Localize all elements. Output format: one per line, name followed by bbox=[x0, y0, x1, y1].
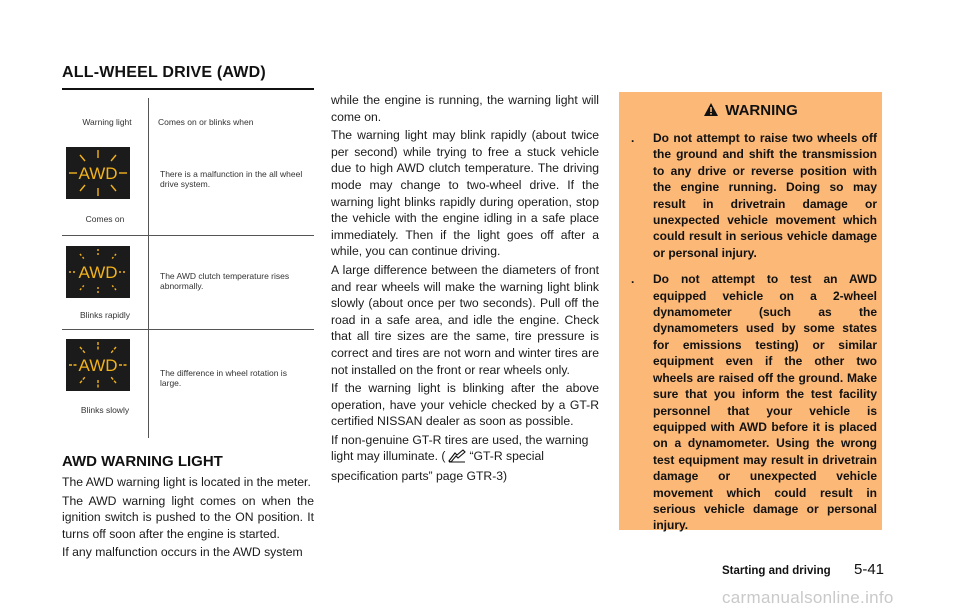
section-title: ALL-WHEEL DRIVE (AWD) bbox=[62, 64, 266, 81]
reference-text-before: If non-genuine GT-R tires are used, the warning light may illuminate. ( bbox=[331, 432, 589, 464]
paragraph: The warning light may blink rapidly (about twice per second) while trying to free a stuck vehicle due to high AWD clutch temperature. The driving mode may change to two-wheel drive. If the warning light blinks rapidly during operation, stop the vehicle with the engine idling in a safe place immediately. Then if the light goes off after a while, you can continue driving. bbox=[331, 128, 599, 259]
warning-title: WARNING bbox=[725, 102, 798, 119]
warning-item bbox=[627, 130, 877, 261]
figure-row-divider bbox=[62, 329, 314, 330]
column-1 bbox=[62, 474, 314, 563]
reference-text-after: “GT-R special specification parts” page GTR-3) bbox=[331, 449, 544, 484]
section-rule bbox=[62, 88, 314, 90]
warning-item bbox=[627, 271, 877, 534]
page-number: 5-41 bbox=[854, 561, 885, 578]
paragraph: The AWD warning light is located in the meter. bbox=[62, 475, 311, 489]
lamp-description: The difference in wheel rotation is large. bbox=[160, 368, 287, 388]
warning-box bbox=[619, 92, 882, 533]
awd-lamp-rapid bbox=[66, 246, 130, 298]
lamp-label: AWD bbox=[78, 263, 118, 282]
warning-item-text: Do not attempt to raise two wheels off the ground and shift the transmission to any drive or reverse position with the engine running. Doing so may result in drivetrain damage or unexpected vehicle movement which could result in serious vehicle damage or personal injury. bbox=[653, 131, 877, 260]
lamp-description: The AWD clutch temperature rises abnormally. bbox=[160, 271, 290, 291]
paragraph: If the warning light is blinking after the above operation, have your vehicle checked by a GT-R certified NISSAN dealer as soon as possible. bbox=[331, 381, 599, 429]
awd-lamp-slow bbox=[66, 339, 130, 391]
warning-bullet: . bbox=[631, 131, 635, 145]
lamp-caption: Blinks slowly bbox=[80, 405, 130, 415]
column-2 bbox=[331, 92, 599, 487]
figure-header-right: Comes on or blinks when bbox=[158, 117, 254, 127]
awd-light-icon bbox=[66, 147, 130, 199]
paragraph: If any malfunction occurs in the AWD system bbox=[62, 545, 303, 560]
figure-row-divider bbox=[62, 235, 314, 236]
warning-bullet: . bbox=[631, 272, 635, 287]
lamp-label: AWD bbox=[78, 356, 118, 375]
awd-lamp-on bbox=[66, 147, 130, 199]
subheading: AWD WARNING LIGHT bbox=[62, 453, 223, 470]
watermark: carmanualsonline.info bbox=[722, 588, 894, 607]
lamp-caption: Comes on bbox=[85, 214, 125, 224]
warning-header bbox=[619, 102, 882, 121]
footer-section-title: Starting and driving bbox=[722, 565, 831, 577]
lamp-description: There is a malfunction in the all wheel drive system. bbox=[160, 169, 303, 189]
warning-item-text: Do not attempt to test an AWD equipped vehicle on a 2-wheel dynamometer (such as the dynamometers used by some states for emissions testing) or similar equipment even if the other two wheels are raised off the ground. Make sure that you inform the test facility personnel that your vehicle is equipped with AWD before it is placed on a dynamometer. Using the wrong test equipment may result in drivetrain damage or unexpected vehicle movement which could result in serious vehicle damage or personal injury. bbox=[653, 272, 877, 533]
figure-header-left: Warning light bbox=[82, 117, 132, 127]
paragraph: while the engine is running, the warning light will come on. bbox=[331, 93, 599, 124]
paragraph: The AWD warning light comes on when the ignition switch is pushed to the ON position. It turns off soon after the engine is started. bbox=[62, 493, 314, 541]
figure-divider bbox=[148, 98, 149, 438]
awd-light-icon bbox=[66, 246, 130, 298]
awd-light-icon bbox=[66, 339, 130, 391]
paragraph: A large difference between the diameters of front and rear wheels will make the warning light blink slowly (about once per two seconds). Pull off the road in a safe area, and idle the engine. Check that all tire sizes are the same, tire pressure is correct and tires are not worn and winter tires are not installed on the front or rear wheels only. bbox=[331, 262, 599, 377]
paragraph-reference bbox=[331, 432, 599, 485]
lamp-label: AWD bbox=[78, 164, 118, 183]
book-reference-icon bbox=[447, 449, 467, 468]
warning-triangle-icon bbox=[703, 102, 719, 121]
lamp-caption: Blinks rapidly bbox=[79, 310, 131, 320]
awd-warning-figure bbox=[62, 98, 314, 438]
warning-list bbox=[627, 130, 877, 544]
